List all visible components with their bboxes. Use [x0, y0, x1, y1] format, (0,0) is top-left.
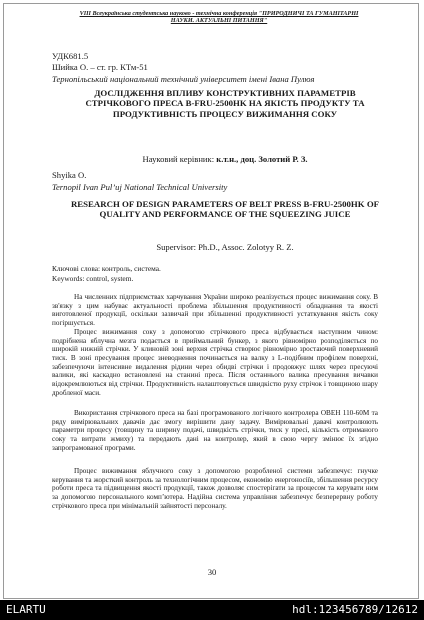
supervisor-ua [64, 154, 386, 164]
supervisor-ua-name: к.т.н., доц. Золотий Р. З. [216, 154, 308, 164]
body-paragraph-1: На численних підприємствах харчування України широко реалізується процес вижимання соку. В зв'язку з цим набуває актуальності проблема збільшення продуктивності обладнання та якості виготовленої продукції, оскільки зазвичай при збільшенні продуктивності устаткування якість соку погіршується. [52, 293, 378, 327]
repository-name: ELARTU [6, 603, 46, 616]
body-paragraph-4: Процес вижимання яблучного соку з допомогою розробленої системи забезпечує: гнучке керування та жорсткий контроль за технологічним процесом, економію енергоносіїв, збільшення ресурсу роботи преса та підвищення якості продукції, також дозволяє спостерігати за процесом та керувати ним за допомогою персонального комп’ютера. Надійна система управління забезпечує безперервну роботу стрічкового преса при мінімальній зайнятості персоналу. [52, 467, 378, 510]
body-paragraph-2: Процес вижимання соку з допомогою стрічкового преса відбувається наступним чином: подрібнена яблучна мезга подається в приймальний бункер, з якого рівномірно розподіляється по широкій нижній стрічки. У клиновій зоні верхня стрічка створює рівномірно зростаючий поверхневий тиск. В зоні пресування процес зневоднення починається на валку з L-подібним профілем поверхні, забезпечуючи інтенсивне видалення рідини через обидві стрічки і продовжує шлях через пресуючі валики, які каскадно встановлені на станині преса. Після останнього валика пресування вичавки відокремлюються від стрічки. Продуктивність налаштовується швидкістю руху стрічок і товщиною шару дробленої маси. [52, 328, 378, 397]
document-page [3, 3, 419, 599]
handle-identifier: hdl:123456789/12612 [292, 603, 418, 616]
author-ua: Шийка О. – ст. гр. КТм-51 [52, 62, 148, 72]
keywords-en: Keywords: control, system. [52, 274, 134, 283]
title-en: RESEARCH OF DESIGN PARAMETERS OF BELT PRESS B-FRU-2500HK OF QUALITY AND PERFORMANCE OF THE SQUEEZING JUICE [70, 199, 380, 220]
affiliation-ua: Тернопільський національний технічний університет імені Івана Пулюя [52, 74, 315, 84]
body-paragraph-3: Використання стрічкового преса на базі програмованого логічного контролера ОВЕН 110-60М та ряду вимірювальних давачів дає змогу вирішити дану задачу. Вимірювальні давачі контролюють параметри процесу (товщину та ширину подачі, швидкість стрічки, тиск у пресі, кількість отриманого соку та витрати жмиху) та передають дані на контролер, який в свою чергу змінює їх згідно запрограмованої програми. [52, 409, 378, 452]
supervisor-en: Supervisor: Ph.D., Assoc. Zolotyy R. Z. [156, 242, 294, 252]
udc-code: УДК681.5 [52, 51, 89, 61]
conference-header: VIII Всеукраїнська студентська науково - технічна конференція "ПРИРОДНИЧІ ТА ГУМАНІТАРНІ НАУКИ. АКТУАЛЬНІ ПИТАННЯ" [79, 10, 359, 25]
keywords-ua: Ключові слова: контроль, система. [52, 264, 161, 273]
supervisor-ua-label: Науковий керівник: [142, 154, 215, 164]
repository-footer-bar [0, 600, 424, 620]
page-number: 30 [207, 567, 217, 577]
author-en: Shyika O. [52, 170, 87, 180]
title-ua: ДОСЛІДЖЕННЯ ВПЛИВУ КОНСТРУКТИВНИХ ПАРАМЕТРІВ СТРІЧКОВОГО ПРЕСА B-FRU-2500HK НА ЯКІСТЬ ПРОДУКТУ ТА ПРОДУКТИВНІСТЬ ПРОЦЕСУ ВИЖИМАННЯ СОКУ [85, 88, 365, 119]
affiliation-en: Ternopil Ivan Pul’uj National Technical University [52, 182, 228, 192]
